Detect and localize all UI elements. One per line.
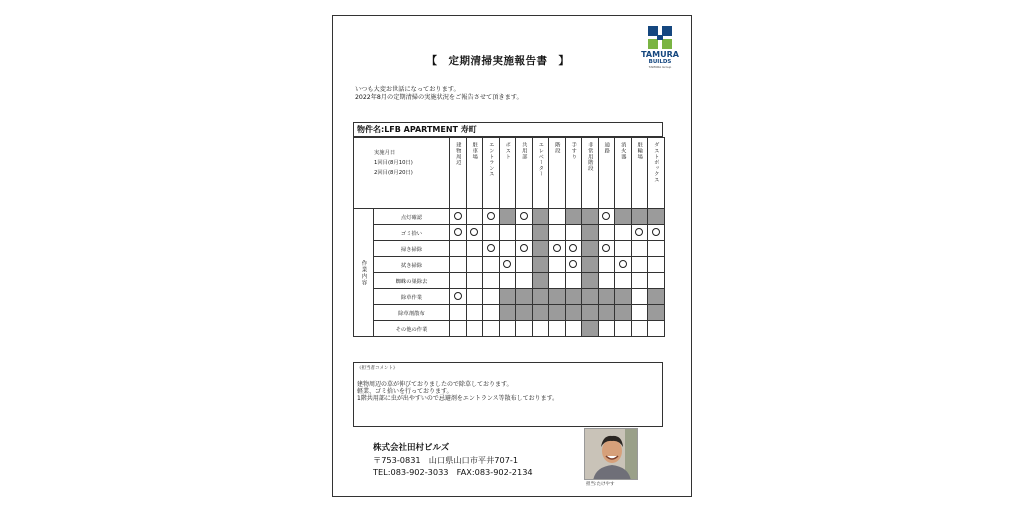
- empty-cell: [483, 305, 500, 321]
- section-cell: [354, 209, 374, 337]
- circle-icon: [470, 228, 478, 236]
- empty-cell: [598, 273, 615, 289]
- na-cell: [582, 289, 599, 305]
- circle-icon: [602, 212, 610, 220]
- table-row: [354, 289, 665, 305]
- column-header: [483, 138, 500, 209]
- table-row: [354, 225, 665, 241]
- column-header: [499, 138, 516, 209]
- empty-cell: [466, 289, 483, 305]
- date-cell: [354, 138, 450, 209]
- table-row: [354, 273, 665, 289]
- comment-box: [353, 362, 663, 427]
- logo-sub: BUILDS: [648, 59, 672, 65]
- column-label: 階段: [553, 142, 560, 154]
- circle-icon: [635, 228, 643, 236]
- empty-cell: [549, 225, 566, 241]
- done-cell: [648, 225, 665, 241]
- na-cell: [516, 289, 533, 305]
- column-header: [532, 138, 549, 209]
- done-cell: [549, 241, 566, 257]
- circle-icon: [553, 244, 561, 252]
- empty-cell: [549, 321, 566, 337]
- empty-cell: [450, 257, 467, 273]
- done-cell: [483, 209, 500, 225]
- column-label: 消火器: [619, 142, 626, 160]
- logo-tag: TAMURA Group: [648, 65, 672, 69]
- row-label: 除草剤散布: [374, 305, 450, 321]
- empty-cell: [483, 289, 500, 305]
- circle-icon: [619, 260, 627, 268]
- done-cell: [598, 241, 615, 257]
- staff-photo: [584, 428, 638, 480]
- done-cell: [615, 257, 632, 273]
- na-cell: [532, 241, 549, 257]
- na-cell: [582, 305, 599, 321]
- empty-cell: [516, 321, 533, 337]
- circle-icon: [454, 292, 462, 300]
- circle-icon: [487, 244, 495, 252]
- circle-icon: [454, 228, 462, 236]
- na-cell: [549, 289, 566, 305]
- empty-cell: [565, 273, 582, 289]
- circle-icon: [652, 228, 660, 236]
- na-cell: [565, 209, 582, 225]
- empty-cell: [483, 257, 500, 273]
- na-cell: [532, 225, 549, 241]
- empty-cell: [615, 241, 632, 257]
- logo-mark-icon: [646, 26, 674, 50]
- empty-cell: [598, 321, 615, 337]
- column-header: [516, 138, 533, 209]
- company-contact: TEL:083-902-3033 FAX:083-902-2134: [373, 467, 533, 477]
- table-row: [354, 257, 665, 273]
- report-title: 【 定期清掃実施報告書 】: [426, 55, 570, 67]
- empty-cell: [648, 321, 665, 337]
- intro-text: [355, 86, 523, 102]
- circle-icon: [520, 212, 528, 220]
- column-label: 通路: [603, 142, 610, 154]
- circle-icon: [454, 212, 462, 220]
- column-header: [549, 138, 566, 209]
- na-cell: [598, 289, 615, 305]
- empty-cell: [450, 241, 467, 257]
- na-cell: [549, 305, 566, 321]
- column-header: [466, 138, 483, 209]
- row-label: 除草作業: [374, 289, 450, 305]
- comment-line: 1階共用部に虫が出やすいので忌避剤をエントランス等散布しております。: [357, 395, 559, 403]
- done-cell: [499, 257, 516, 273]
- na-cell: [582, 225, 599, 241]
- column-header: [615, 138, 632, 209]
- empty-cell: [648, 257, 665, 273]
- column-label: 共用部: [520, 142, 527, 160]
- circle-icon: [569, 260, 577, 268]
- column-label: エレベーター: [537, 142, 544, 177]
- empty-cell: [499, 241, 516, 257]
- empty-cell: [631, 241, 648, 257]
- empty-cell: [648, 273, 665, 289]
- empty-cell: [466, 257, 483, 273]
- row-label: その他の作業: [374, 321, 450, 337]
- empty-cell: [466, 321, 483, 337]
- done-cell: [450, 289, 467, 305]
- done-cell: [565, 257, 582, 273]
- property-name: 物件名:LFB APARTMENT 寿町: [353, 122, 663, 137]
- empty-cell: [598, 257, 615, 273]
- row-label: ゴミ拾い: [374, 225, 450, 241]
- column-header: [648, 138, 665, 209]
- na-cell: [532, 289, 549, 305]
- comment-line: 建物周辺の草が伸びておりましたので除草しております。: [357, 381, 513, 388]
- empty-cell: [466, 273, 483, 289]
- empty-cell: [483, 321, 500, 337]
- column-label: エントランス: [487, 142, 494, 177]
- empty-cell: [450, 321, 467, 337]
- done-cell: [450, 209, 467, 225]
- empty-cell: [483, 273, 500, 289]
- na-cell: [499, 289, 516, 305]
- empty-cell: [466, 305, 483, 321]
- empty-cell: [631, 273, 648, 289]
- na-cell: [532, 257, 549, 273]
- circle-icon: [602, 244, 610, 252]
- na-cell: [648, 305, 665, 321]
- empty-cell: [549, 273, 566, 289]
- empty-cell: [483, 225, 500, 241]
- na-cell: [499, 305, 516, 321]
- table-row: [354, 241, 665, 257]
- na-cell: [648, 289, 665, 305]
- done-cell: [450, 225, 467, 241]
- na-cell: [598, 305, 615, 321]
- row-label: 蜘蛛の巣除去: [374, 273, 450, 289]
- column-label: 手すり: [570, 142, 577, 160]
- circle-icon: [487, 212, 495, 220]
- empty-cell: [499, 321, 516, 337]
- empty-cell: [615, 273, 632, 289]
- empty-cell: [532, 321, 549, 337]
- row-label: 点灯確認: [374, 209, 450, 225]
- empty-cell: [631, 321, 648, 337]
- na-cell: [615, 209, 632, 225]
- company-name: 株式会社田村ビルズ: [373, 443, 450, 453]
- circle-icon: [503, 260, 511, 268]
- na-cell: [582, 257, 599, 273]
- empty-cell: [648, 241, 665, 257]
- report-sheet: [332, 15, 692, 497]
- column-label: 駐車場: [471, 142, 478, 160]
- column-label: ポスト: [504, 142, 511, 160]
- row-label: 掃き掃除: [374, 241, 450, 257]
- column-header: [565, 138, 582, 209]
- date-second: 2回目(8月20日): [374, 170, 413, 176]
- done-cell: [516, 209, 533, 225]
- na-cell: [532, 305, 549, 321]
- empty-cell: [466, 209, 483, 225]
- company-info: [373, 442, 533, 478]
- na-cell: [582, 241, 599, 257]
- empty-cell: [615, 225, 632, 241]
- na-cell: [615, 305, 632, 321]
- intro-line: いつも大変お世話になっております。: [355, 86, 460, 93]
- done-cell: [466, 225, 483, 241]
- done-cell: [565, 241, 582, 257]
- column-header: [582, 138, 599, 209]
- empty-cell: [549, 209, 566, 225]
- done-cell: [631, 225, 648, 241]
- column-header: [450, 138, 467, 209]
- empty-cell: [450, 273, 467, 289]
- na-cell: [532, 209, 549, 225]
- empty-cell: [516, 257, 533, 273]
- na-cell: [565, 305, 582, 321]
- empty-cell: [631, 305, 648, 321]
- section-label: 作業内容: [360, 259, 367, 286]
- empty-cell: [450, 305, 467, 321]
- empty-cell: [499, 225, 516, 241]
- empty-cell: [466, 241, 483, 257]
- empty-cell: [631, 257, 648, 273]
- na-cell: [565, 289, 582, 305]
- empty-cell: [631, 289, 648, 305]
- empty-cell: [565, 321, 582, 337]
- date-header: 実施月日: [374, 150, 396, 156]
- empty-cell: [516, 273, 533, 289]
- cleaning-table: [353, 137, 665, 337]
- comment-text: [354, 373, 662, 403]
- intro-line: 2022年8月の定期清掃の実施状況をご報告させて頂きます。: [355, 94, 523, 101]
- na-cell: [631, 209, 648, 225]
- done-cell: [483, 241, 500, 257]
- empty-cell: [598, 225, 615, 241]
- na-cell: [582, 321, 599, 337]
- na-cell: [648, 209, 665, 225]
- column-label: 建物周辺: [454, 142, 461, 166]
- done-cell: [516, 241, 533, 257]
- comment-label: 《担当者コメント》: [357, 366, 398, 371]
- logo-name: TAMURA: [641, 50, 679, 59]
- circle-icon: [569, 244, 577, 252]
- na-cell: [582, 273, 599, 289]
- empty-cell: [565, 225, 582, 241]
- column-header: [631, 138, 648, 209]
- empty-cell: [615, 321, 632, 337]
- company-logo: [638, 26, 682, 74]
- date-first: 1回目(8月10日): [374, 160, 413, 166]
- circle-icon: [520, 244, 528, 252]
- column-header: [598, 138, 615, 209]
- row-label: 拭き掃除: [374, 257, 450, 273]
- na-cell: [516, 305, 533, 321]
- na-cell: [582, 209, 599, 225]
- table-row: [354, 305, 665, 321]
- column-label: 駐輪場: [636, 142, 643, 160]
- table-row: [354, 321, 665, 337]
- company-address: 〒753-0831 山口県山口市平井707-1: [373, 455, 519, 465]
- na-cell: [499, 209, 516, 225]
- done-cell: [598, 209, 615, 225]
- empty-cell: [549, 257, 566, 273]
- column-label: 非常用階段: [586, 142, 593, 171]
- empty-cell: [516, 225, 533, 241]
- column-label: ダストボックス: [652, 142, 659, 183]
- table-row: [354, 209, 665, 225]
- na-cell: [615, 289, 632, 305]
- person-icon: [585, 429, 638, 480]
- comment-line: 軽業、ゴミ拾いを行っております。: [357, 388, 453, 396]
- na-cell: [532, 273, 549, 289]
- empty-cell: [499, 273, 516, 289]
- staff-caption: 担当:たけやす: [586, 482, 615, 487]
